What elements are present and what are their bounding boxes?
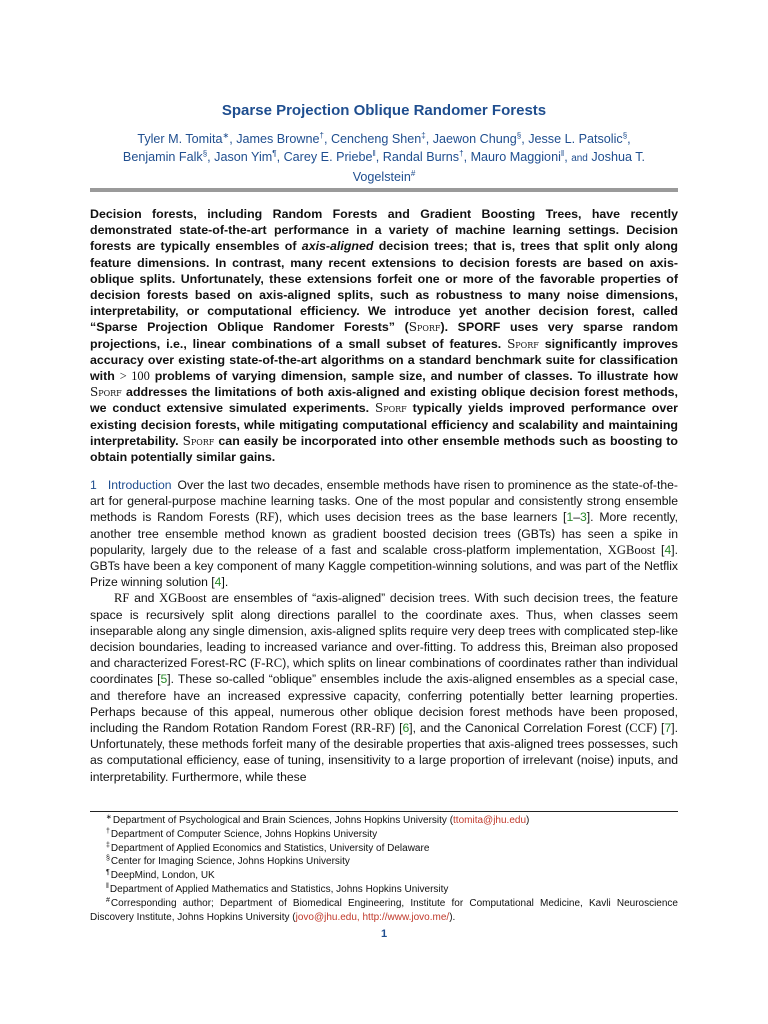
author: Jesse L. Patsolic§ [528, 131, 628, 146]
footnote: †Department of Computer Science, Johns Hopkins University [106, 827, 378, 840]
citation-link[interactable]: 1 [566, 510, 574, 525]
author: Randal Burns† [382, 149, 464, 164]
citation-link[interactable]: 4 [214, 575, 222, 590]
author-line-3: Vogelstein# [352, 169, 416, 184]
author: Benjamin Falk§ [122, 149, 208, 164]
page-number: 1 [380, 928, 388, 940]
footnote: ‖Department of Applied Mathematics and Statistics, Johns Hopkins University [106, 882, 449, 895]
author: James Browne† [236, 131, 324, 146]
footnote: §Center for Imaging Science, Johns Hopkins University [106, 855, 350, 868]
author: Jaewon Chung§ [432, 131, 522, 146]
footnote-rule [90, 811, 678, 812]
header-rule [90, 188, 678, 192]
author-list [90, 130, 678, 186]
footnote: ¶DeepMind, London, UK [106, 869, 215, 882]
author: Mauro Maggioni‖ [470, 149, 565, 164]
and-connector: and [571, 153, 588, 164]
author-line-2: Benjamin Falk§, Jason Yim¶, Carey E. Priebe‖, Randal Burns†, Mauro Maggioni‖, and Joshua T. [122, 149, 646, 164]
section-number: 1 [90, 478, 97, 492]
citation-link[interactable]: 6 [402, 721, 410, 736]
intro-paragraph-2: RF and XGBoost are ensembles of “axis-aligned” decision trees. With such decision trees, the feature space is recursively split along directions parallel to the coordinate axes. Thus, when classes seem inseparable along any single dimension, axis-aligned splits require very deep trees with complicated step-like decision boundaries, leading to increased variance and over-fitting. To address this, Breiman also proposed and characterized Forest-RC (F-RC), which splits on linear combinations of coordinates rather than individual coordinates [5]. These so-called “oblique” ensembles include the axis-aligned ensembles as a special case, and therefore have an increased expressive capacity, conferring potentially better learning properties. Perhaps because of this appeal, numerous other oblique decision forest methods have been proposed, including the Random Rotation Random Forest (RR-RF) [6], and the Canonical Correlation Forest (CCF) [7]. Unfortunately, these methods forfeit many of the desirable properties that axis-aligned trees possesses, such as computational efficiency, ease of tuning, insensitivity to a large proportion of irrelevant (noise) inputs, and interpretability. Furthermore, while these [90, 591, 679, 784]
section-title: Introduction [107, 478, 172, 492]
email-link[interactable]: ttomita@jhu.edu [453, 815, 526, 826]
author: Tyler M. Tomita∗ [137, 131, 230, 146]
footnote: #Corresponding author; Department of Biomedical Engineering, Institute for Computational Medicine, Kavli Neuroscience Discovery Institute, Johns Hopkins University (jovo@jhu.edu, http://www.jovo.me/). [90, 896, 678, 923]
author: Cencheng Shen‡ [330, 131, 426, 146]
footnote: ∗Department of Psychological and Brain Sciences, Johns Hopkins University (ttomita@jhu.edu) [106, 814, 530, 826]
intro-section [90, 477, 678, 785]
author-last-part: Vogelstein [352, 170, 411, 184]
email-link[interactable]: jovo@jhu.edu, http://www.jovo.me/ [295, 911, 450, 923]
author: Jason Yim¶ [214, 149, 277, 164]
citation-link[interactable]: 5 [160, 672, 168, 687]
abstract: Decision forests, including Random Forests and Gradient Boosting Trees, have recently demonstrated state-of-the-art performance in a variety of machine learning settings. Decision forests are typically ensembles of axis-aligned decision trees; that is, trees that split only along feature dimensions. In contrast, many recent extensions to decision forests are based on axis-oblique splits. Unfortunately, these extensions forfeit one or more of the favorable properties of decision forests based on axis-aligned splits, such as robustness to many noise dimensions, interpretability, or computational efficiency. We introduce yet another decision forest, called “Sparse Projection Oblique Randomer Forests” (Sporf). SPORF uses very sparse random projections, i.e., linear combinations of a small subset of features. Sporf significantly improves accuracy over existing state-of-the-art algorithms on a standard benchmark suite for classification with > 100 problems of varying dimension, sample size, and number of classes. To illustrate how Sporf addresses the limitations of both axis-aligned and existing oblique decision forest methods, we conduct extensive simulated experiments. Sporf typically yields improved performance over existing decision forests, while mitigating computational efficiency and scalability and maintaining interpretability. Sporf can easily be incorporated into other ensemble methods such as boosting to obtain potentially similar gains. [90, 207, 679, 465]
author-first-part: Joshua T. [591, 150, 646, 164]
author: Carey E. Priebe‖ [283, 149, 376, 164]
citation-link[interactable]: 3 [580, 510, 587, 525]
author-line-1: Tyler M. Tomita∗, James Browne†, Cencheng Shen‡, Jaewon Chung§, Jesse L. Patsolic§, [137, 131, 631, 146]
intro-paragraph-1: 1 Introduction Over the last two decades, ensemble methods have risen to prominence as the state-of-the-art for general-purpose machine learning tasks. One of the most popular and consistently strong ensemble methods is Random Forests (RF), which uses decision trees as the base learners [1–3]. More recently, another tree ensemble method known as gradient boosted decision trees (GBTs) has seen a spike in popularity, largely due to the release of a fast and scalable cross-platform implementation, XGBoost [4]. GBTs have been a key component of many Kaggle competition-winning solutions, and was part of the Netflix Prize winning solution [4]. [90, 478, 679, 590]
paper-title: Sparse Projection Oblique Randomer Forests [221, 102, 547, 119]
footnotes [90, 814, 678, 924]
footnote: ‡Department of Applied Economics and Statistics, University of Delaware [106, 841, 430, 854]
citation-link[interactable]: 4 [664, 542, 672, 557]
citation-link[interactable]: 7 [664, 721, 672, 736]
